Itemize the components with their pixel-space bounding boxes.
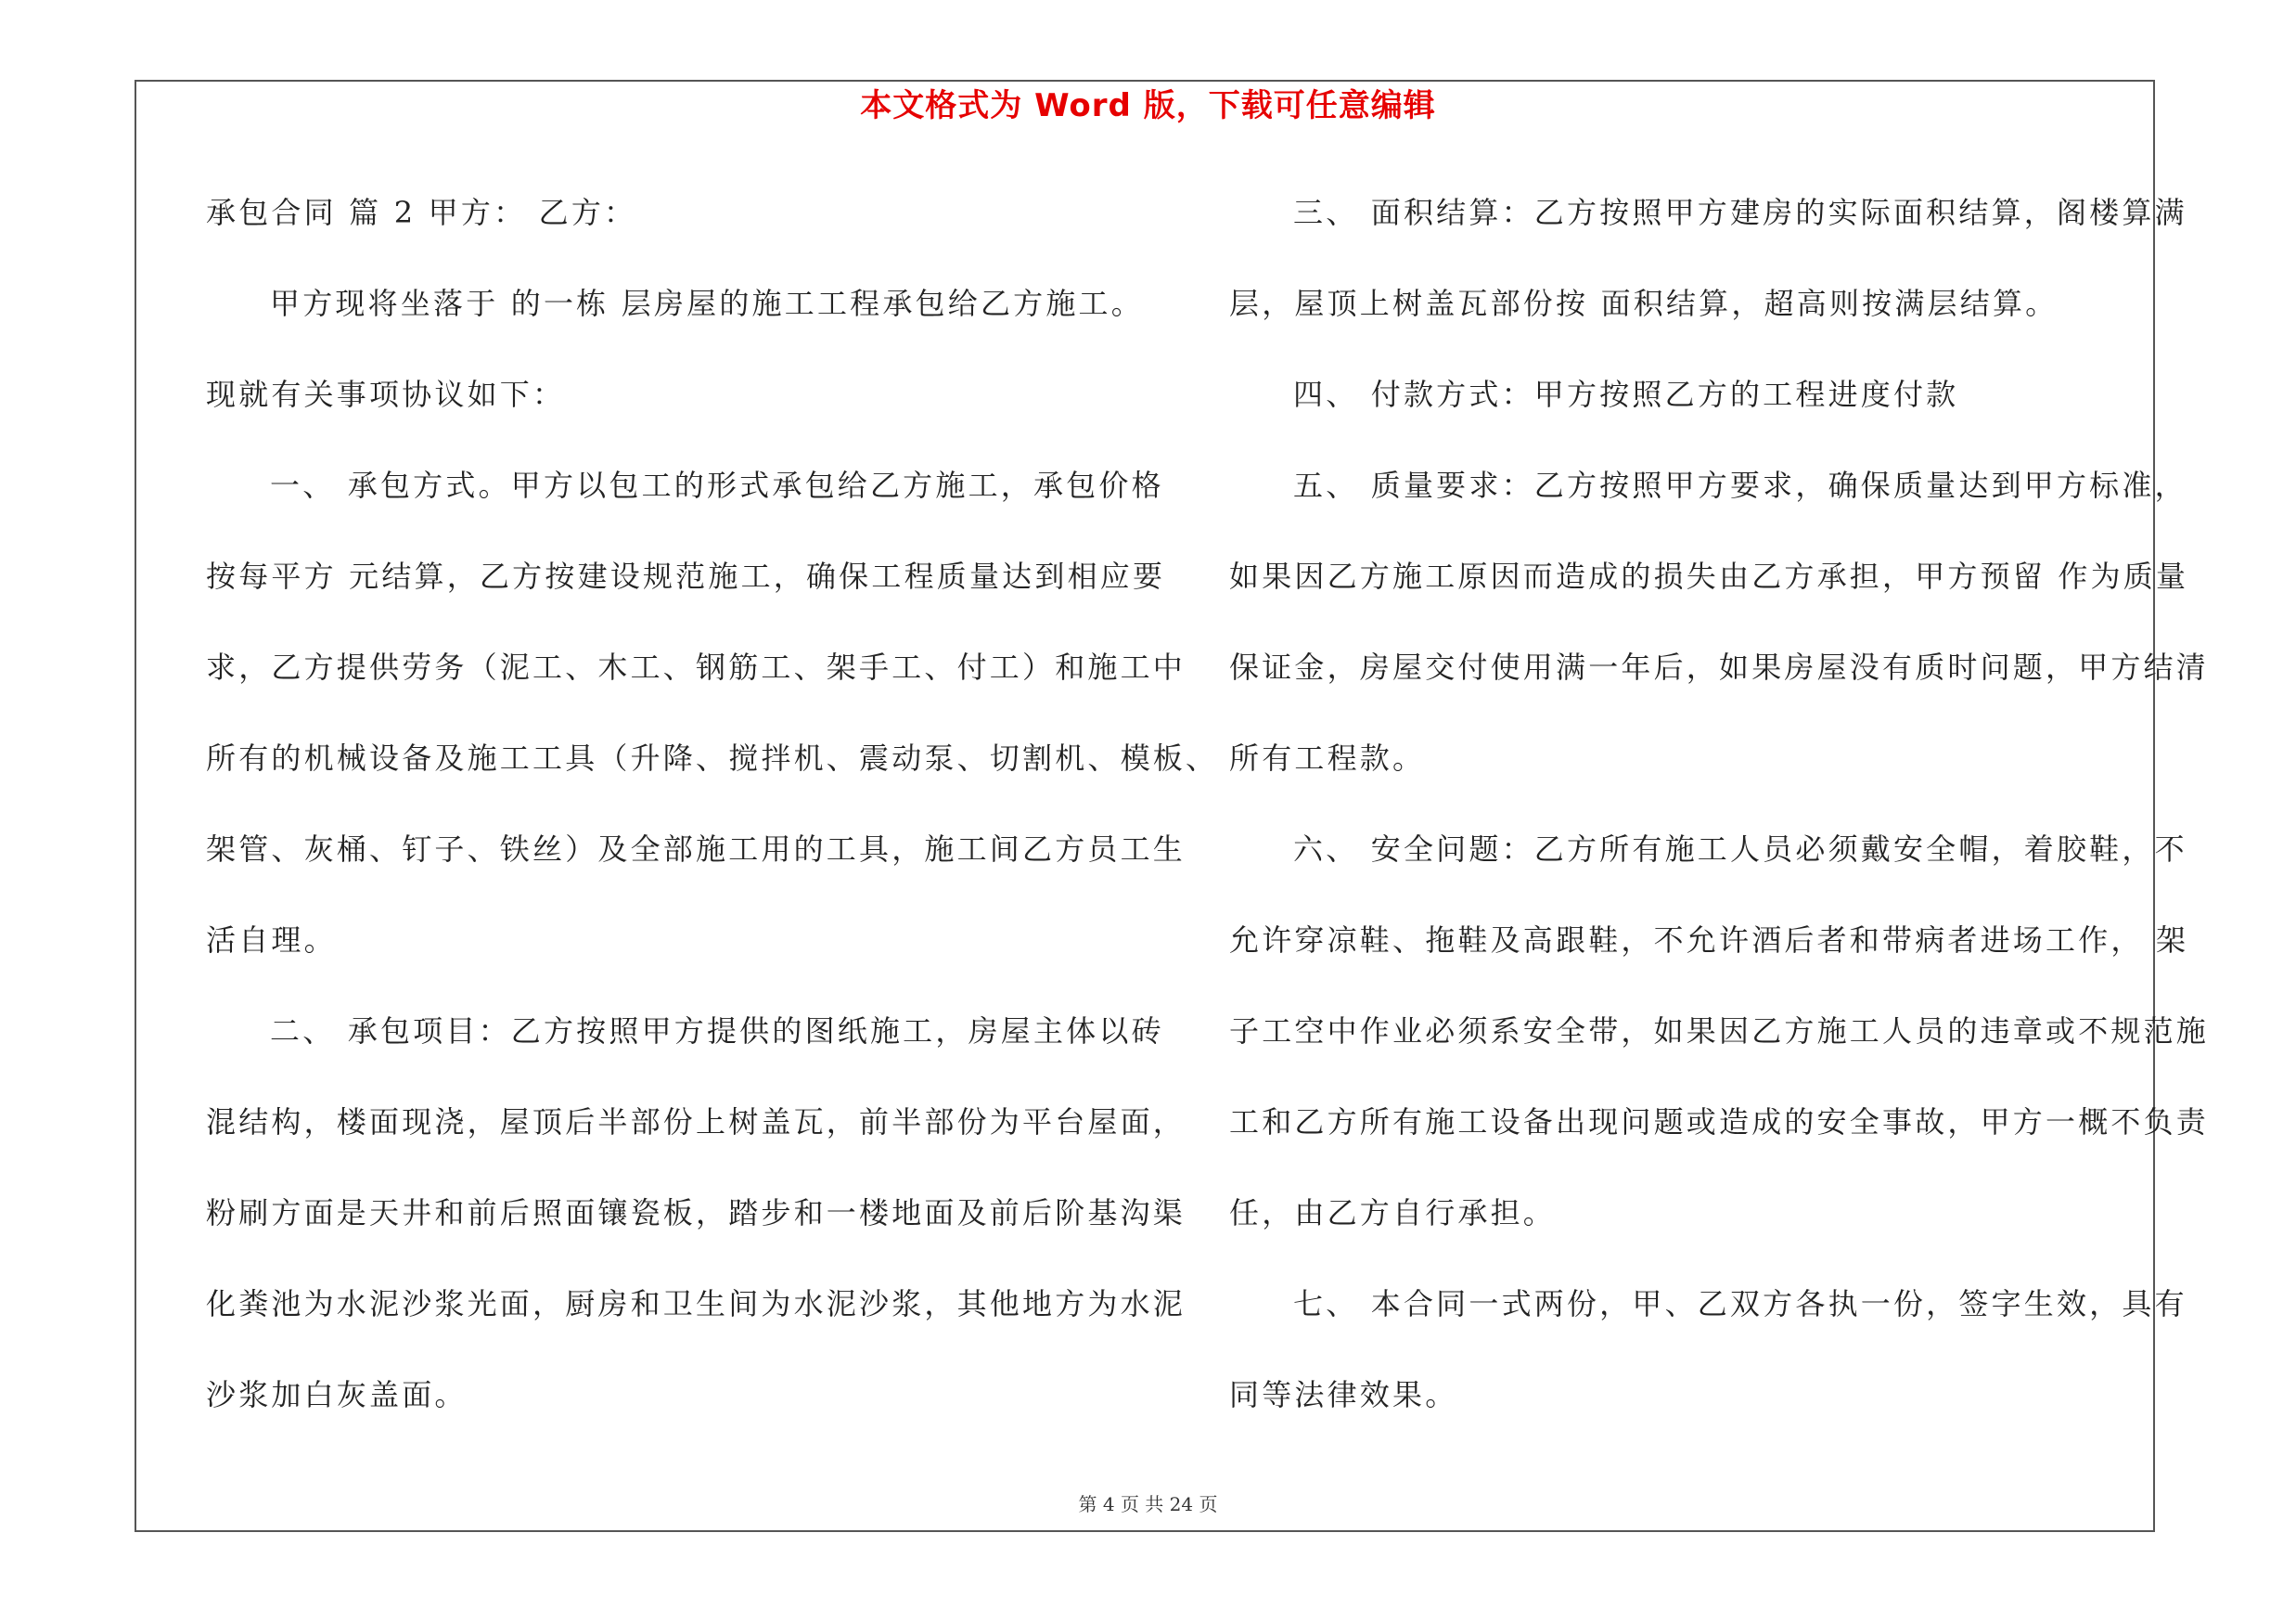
left-line-1: 承包合同 篇 2 甲方： 乙方： <box>206 195 637 230</box>
left-line-14: 沙浆加白灰盖面。 <box>206 1377 468 1412</box>
left-line-4: 一、 承包方式。甲方以包工的形式承包给乙方施工，承包价格 <box>270 468 1164 503</box>
left-line-7: 所有的机械设备及施工工具（升降、搅拌机、震动泵、切割机、模板、 <box>206 741 1219 776</box>
right-line-11: 工和乙方所有施工设备出现问题或造成的安全事故，甲方一概不负责 <box>1229 1104 2210 1140</box>
left-line-3: 现就有关事项协议如下： <box>206 377 566 412</box>
left-line-12: 粉刷方面是天井和前后照面镶瓷板，踏步和一楼地面及前后阶基沟渠 <box>206 1195 1186 1230</box>
left-line-8: 架管、灰桶、钉子、铁丝）及全部施工用的工具，施工间乙方员工生 <box>206 831 1186 867</box>
page-number-footer: 第 4 页 共 24 页 <box>1078 1493 1218 1515</box>
left-column <box>206 186 1219 1459</box>
right-line-8: 六、 安全问题：乙方所有施工人员必须戴安全帽，着胶鞋，不 <box>1293 831 2187 867</box>
right-line-13: 七、 本合同一式两份，甲、乙双方各执一份，签字生效，具有 <box>1293 1286 2187 1321</box>
right-line-1: 三、 面积结算：乙方按照甲方建房的实际面积结算，阁楼算满 <box>1293 195 2187 230</box>
left-line-10: 二、 承包项目：乙方按照甲方提供的图纸施工，房屋主体以砖 <box>270 1013 1164 1049</box>
right-line-2: 层，屋顶上树盖瓦部份按 面积结算，超高则按满层结算。 <box>1229 286 2059 321</box>
left-line-2: 甲方现将坐落于 的一栋 层房屋的施工工程承包给乙方施工。 <box>270 286 1144 321</box>
left-line-9: 活自理。 <box>206 922 337 958</box>
word-format-banner: 本文格式为 Word 版，下载可任意编辑 <box>860 87 1436 124</box>
right-line-6: 保证金，房屋交付使用满一年后，如果房屋没有质时问题，甲方结清 <box>1229 650 2210 685</box>
left-line-6: 求，乙方提供劳务（泥工、木工、钢筋工、架手工、付工）和施工中 <box>206 650 1186 685</box>
right-line-14: 同等法律效果。 <box>1229 1377 1458 1412</box>
right-line-5: 如果因乙方施工原因而造成的损失由乙方承担，甲方预留 作为质量 <box>1229 559 2189 594</box>
right-line-7: 所有工程款。 <box>1229 741 1426 776</box>
right-line-12: 任，由乙方自行承担。 <box>1229 1195 1557 1230</box>
right-line-10: 子工空中作业必须系安全带，如果因乙方施工人员的违章或不规范施 <box>1229 1013 2210 1049</box>
left-line-11: 混结构，楼面现浇，屋顶后半部份上树盖瓦，前半部份为平台屋面， <box>206 1104 1186 1140</box>
left-line-5: 按每平方 元结算，乙方按建设规范施工，确保工程质量达到相应要 <box>206 559 1166 594</box>
right-line-9: 允许穿凉鞋、拖鞋及高跟鞋，不允许酒后者和带病者进场工作， 架 <box>1229 922 2189 958</box>
left-line-13: 化粪池为水泥沙浆光面，厨房和卫生间为水泥沙浆，其他地方为水泥 <box>206 1286 1186 1321</box>
right-column <box>1229 186 2210 1459</box>
right-line-3: 四、 付款方式：甲方按照乙方的工程进度付款 <box>1293 377 1959 412</box>
right-line-4: 五、 质量要求：乙方按照甲方要求，确保质量达到甲方标准， <box>1293 468 2187 503</box>
